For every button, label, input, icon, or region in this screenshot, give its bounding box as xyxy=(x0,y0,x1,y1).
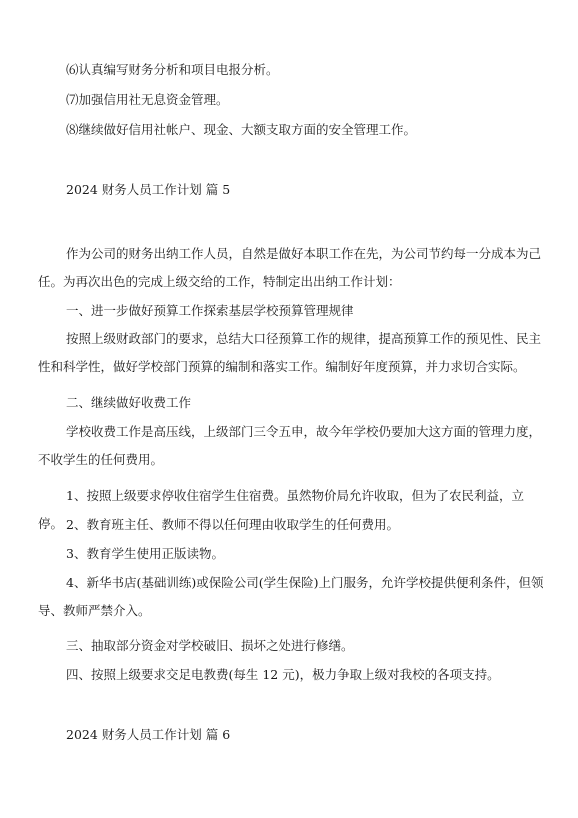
section-heading: 2024 财务人员工作计划 篇 6 xyxy=(66,727,231,742)
list-item: 3、教育学生使用正版读物。 xyxy=(66,546,224,561)
sub-heading: 四、按照上级要求交足电教费(每生 12 元)，极力争取上级对我校的各项支持。 xyxy=(66,667,500,682)
list-item: 2、教育班主任、教师不得以任何理由收取学生的任何费用。 xyxy=(66,517,399,532)
list-item: ⑺加强信用社无息资金管理。 xyxy=(66,92,229,107)
list-item: ⑹认真编写财务分析和项目电报分析。 xyxy=(66,62,279,77)
paragraph: 学校收费工作是高压线，上级部门三令五申，故今年学校仍要加大这方面的管理力度，不收学生的任何费用。 xyxy=(38,424,542,467)
paragraph: 按照上级财政部门的要求，总结大口径预算工作的规律，提高预算工作的预见性、民主性和科学性，做好学校部门预算的编制和落实工作。编制好年度预算，并力求切合实际。 xyxy=(38,331,542,374)
list-item: 1、按照上级要求停收住宿学生住宿费。虽然物价局允许收取，但为了农民利益，立停。 xyxy=(38,488,524,531)
sub-heading: 二、继续做好收费工作 xyxy=(66,395,192,410)
list-item: ⑻继续做好信用社帐户、现金、大额支取方面的安全管理工作。 xyxy=(66,122,417,137)
sub-heading: 三、抽取部分资金对学校破旧、损坏之处进行修缮。 xyxy=(66,638,354,653)
section-heading: 2024 财务人员工作计划 篇 5 xyxy=(66,182,231,197)
sub-heading: 一、进一步做好预算工作探索基层学校预算管理规律 xyxy=(66,303,354,318)
list-item: 4、新华书店(基础训练)或保险公司(学生保险)上门服务，允许学校提供便利条件，但领导、教师严禁介入。 xyxy=(38,575,544,618)
paragraph: 作为公司的财务出纳工作人员，自然是做好本职工作在先，为公司节约每一分成本为己任。为再次出色的完成上级交给的工作，特制定出出纳工作计划： xyxy=(38,246,542,289)
